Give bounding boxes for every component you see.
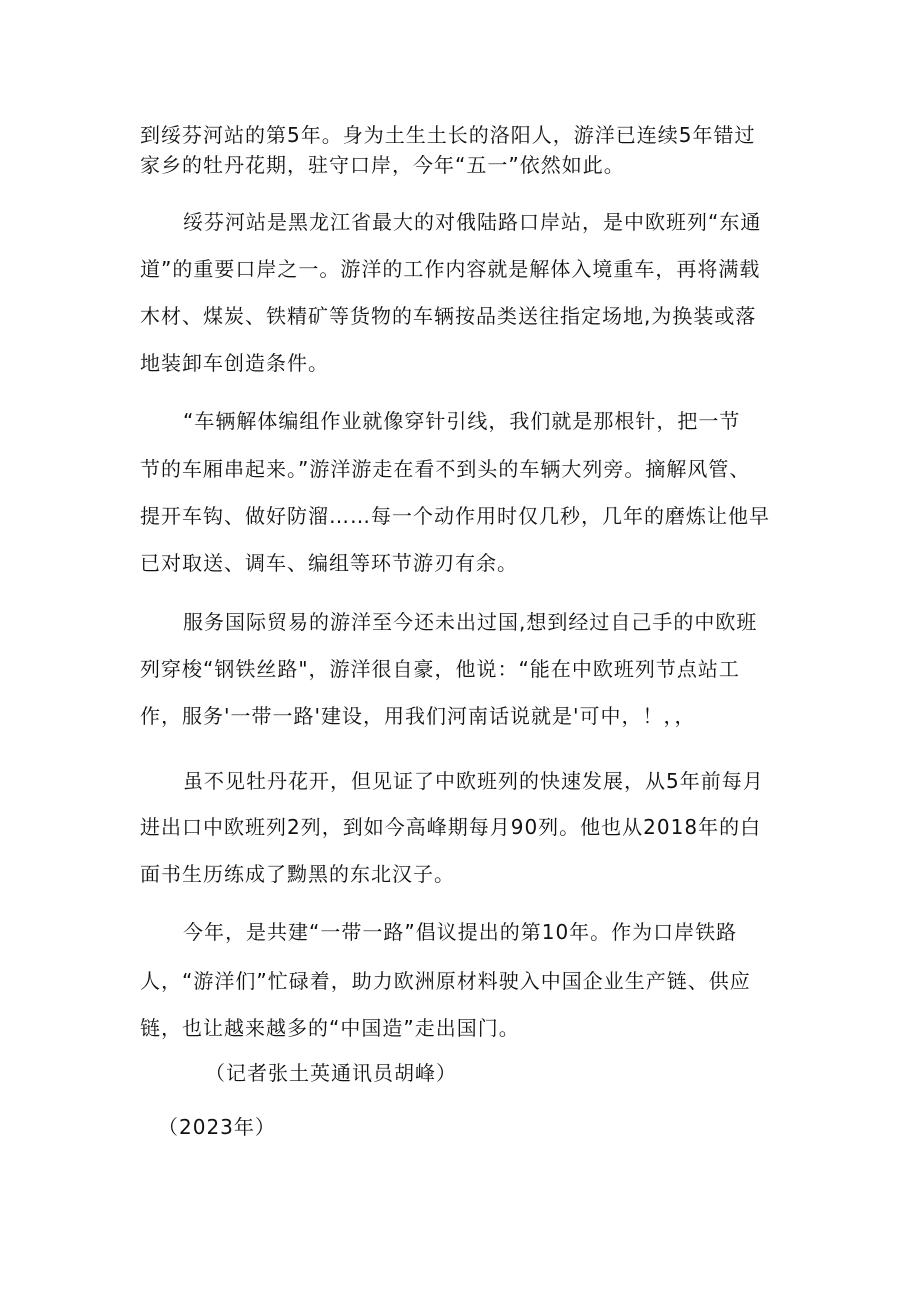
paragraph-5-line-1: 虽不见牡丹花开，但见证了中欧班列的快速发展，从5年前每月	[183, 769, 764, 793]
paragraph-2-line-1: 绥芬河站是黑龙江省最大的对俄陆路口岸站，是中欧班列“东通	[183, 210, 762, 234]
paragraph-3-line-4: 已对取送、调车、编组等环节游刃有余。	[140, 551, 518, 575]
byline: （记者张土英通讯员胡峰）	[205, 1061, 457, 1085]
paragraph-3-line-2: 节的车厢串起来。”游洋游走在看不到头的车辆大列旁。摘解风管、	[140, 457, 751, 481]
paragraph-3-line-3: 提开车钩、做好防溜……每一个动作用时仅几秒，几年的磨炼让他早	[140, 504, 770, 528]
paragraph-6-line-3: 链，也让越来越多的“中国造”走出国门。	[140, 1016, 520, 1040]
paragraph-2-line-2: 道”的重要口岸之一。游洋的工作内容就是解体入境重车，再将满载	[140, 257, 761, 281]
paragraph-6-line-2: 人，“游洋们”忙碌着，助力欧洲原材料驶入中国企业生产链、供应	[140, 969, 751, 993]
paragraph-6-line-1: 今年，是共建“一带一路”倡议提出的第10年。作为口岸铁路	[183, 920, 738, 944]
paragraph-5-line-2: 进出口中欧班列2列，到如今高峰期每月90列。他也从2018年的白	[140, 815, 762, 839]
paragraph-1-line-2: 家乡的牡丹花期，驻守口岸，今年“五一”依然如此。	[140, 153, 625, 177]
paragraph-5-line-3: 面书生历练成了黝黑的东北汉子。	[140, 862, 455, 886]
paragraph-4-line-2: 列穿梭“钢铁丝路"，游洋很自豪，他说：“能在中欧班列节点站工	[140, 657, 740, 681]
paragraph-3-line-1: “车辆解体编组作业就像穿针引线，我们就是那根针，把一节	[183, 409, 741, 433]
publication-year: （2023年）	[158, 1115, 276, 1139]
paragraph-4-line-1: 服务国际贸易的游洋至今还未出过国,想到经过自己手的中欧班	[183, 610, 758, 634]
paragraph-2-line-4: 地装卸车创造条件。	[140, 351, 329, 375]
paragraph-2-line-3: 木材、煤炭、铁精矿等货物的车辆按品类送往指定场地,为换装或落	[140, 304, 757, 328]
paragraph-1-line-1: 到绥芬河站的第5年。身为土生土长的洛阳人，游洋已连续5年错过	[140, 123, 756, 147]
paragraph-4-line-3: 作，服务'一带一路'建设，用我们河南话说就是'可中，！，，	[140, 704, 696, 728]
